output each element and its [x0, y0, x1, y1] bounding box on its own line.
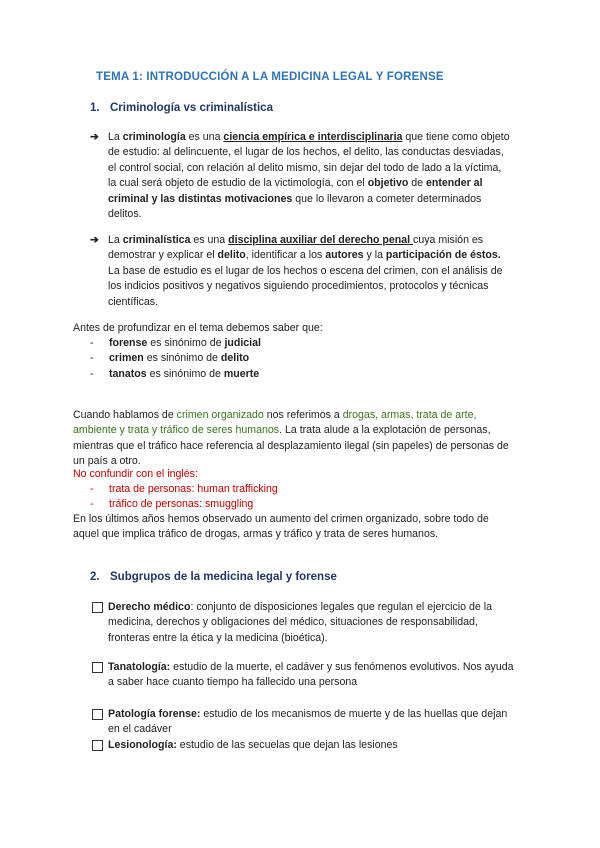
section-2-heading [90, 571, 337, 583]
page-title: TEMA 1: INTRODUCCIÓN A LA MEDICINA LEGAL Y FORENSE [96, 71, 444, 83]
list-item: - tráfico de personas: smuggling [90, 498, 254, 511]
subgroup-item-derecho-medico: Derecho médico: conjunto de disposiciones legales que regulan el ejercicio de la medicina, derechos y obligaciones del médico, situaciones de responsabilidad, fronteras entre la ética y la medicina (bioética). [92, 600, 514, 646]
criminalistica-item [90, 233, 510, 310]
list-item: - crimen es sinónimo de delito [90, 352, 250, 365]
before-intro: Antes de profundizar en el tema debemos saber que: [73, 322, 323, 334]
section-2-title: Subgrupos de la medicina legal y forense [110, 571, 337, 583]
english-terms-list [90, 482, 278, 513]
list-item: - forense es sinónimo de judicial [90, 337, 261, 349]
criminalistica-text: La criminalística es una disciplina auxiliar del derecho penal cuya misión es demostrar y explicar el delito, identificar a los autores y la participación de éstos. La base de estudio es el lugar de los hechos o escena del crimen, con el análisis de los indicios positivos y negativos siguiendo procedimientos, protocolos y técnicas científicas. [108, 234, 503, 308]
subgroup-item-lesionologia: Lesionología: estudio de las secuelas que dejan las lesiones [92, 738, 514, 753]
criminologia-item [90, 130, 510, 222]
checkbox-icon [92, 740, 103, 751]
section-1-heading [90, 102, 273, 114]
checkbox-icon [92, 662, 103, 673]
list-item: - trata de personas: human trafficking [90, 483, 278, 495]
subgroup-item-tanatologia: Tanatología: estudio de la muerte, el cadáver y sus fenómenos evolutivos. Nos ayuda a saber hace cuanto tiempo ha fallecido una persona [92, 660, 514, 691]
english-warning: No confundir con el inglés: [73, 468, 198, 480]
list-item: - tanatos es sinónimo de muerte [90, 367, 260, 380]
section-1-title: Criminología vs criminalística [110, 102, 273, 114]
closing-paragraph: En los últimos años hemos observado un aumento del crimen organizado, sobre todo de aquel que implica tráfico de drogas, armas y tráfico y trata de seres humanos. [73, 513, 489, 541]
arrow-right-icon: ➔ [90, 131, 99, 143]
arrow-right-icon: ➔ [90, 234, 99, 246]
subgroup-item-patologia-forense: Patología forense: estudio de los mecanismos de muerte y de las huellas que dejan en el cadáver [92, 707, 514, 738]
section-1-number: 1. [90, 102, 100, 114]
checkbox-icon [92, 602, 103, 613]
organized-crime-paragraph: Cuando hablamos de crimen organizado nos referimos a drogas, armas, trata de arte, ambiente y trata y tráfico de seres humanos. La trata alude a la explotación de personas, mientras que el tráfico hace referencia al desplazamiento ilegal (sin papeles) de personas de un país a otro. [73, 409, 509, 468]
section-2-number: 2. [90, 571, 100, 583]
synonym-list [90, 336, 261, 382]
checkbox-icon [92, 709, 103, 720]
criminologia-text: La criminología es una ciencia empírica e interdisciplinaria que tiene como objeto de estudio: al delincuente, el lugar de los hechos, el delito, las conductas desviadas, el control social, con relación al delito mismo, sin dejar del todo de lado a la víctima, la cual será objeto de estudio de la victimología, con el objetivo de entender al criminal y las distintas motivaciones que lo llevaron a cometer determinados delitos. [108, 131, 510, 221]
